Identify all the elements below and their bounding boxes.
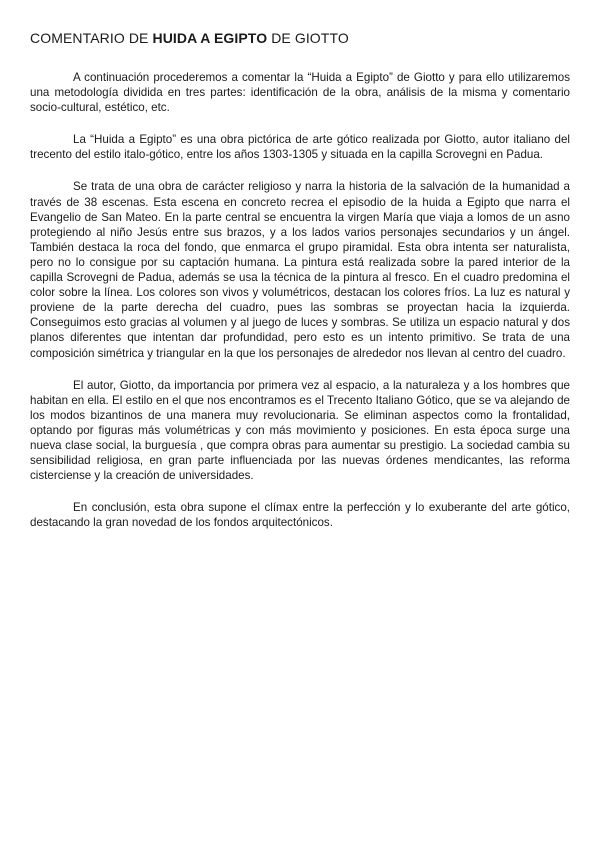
title-prefix: COMENTARIO DE [30,30,153,46]
paragraph-conclusion: En conclusión, esta obra supone el clímax entre la perfección y lo exuberante del arte gótico, destacando la gran novedad de los fondos arquitectónicos. [30,501,570,530]
page-title [30,30,349,46]
paragraph-context: El autor, Giotto, da importancia por primera vez al espacio, a la naturaleza y a los hombres que habitan en ella. El estilo en el que nos encontramos es el Trecento Italiano Gótico, que se va alejando de los modos bizantinos de una manera muy revolucionaria. Se eliminan aspectos como la frontalidad, optando por figuras más volumétricas y con más movimiento y posiciones. En esta época surge una nueva clase social, la burguesía , que compra obras para aumentar su prestigio. La sociedad cambia su sensibilidad religiosa, en gran parte influenciada por las nuevas órdenes mendicantes, las reforma cisterciense y la creación de universidades. [30,378,570,483]
title-artwork-name: HUIDA A EGIPTO [152,30,268,46]
paragraph-identification: La “Huida a Egipto” es una obra pictórica de arte gótico realizada por Giotto, autor italiano del trecento del estilo italo-gótico, entre los años 1303-1305 y situada en la capilla Scrovegni en Padua. [30,133,570,162]
paragraph-introduction: A continuación procederemos a comentar la “Huida a Egipto” de Giotto y para ello utilizaremos una metodología dividida en tres partes: identificación de la obra, análisis de la misma y comentario socio-cultural, estético, etc. [30,71,570,115]
paragraph-analysis: Se trata de una obra de carácter religioso y narra la historia de la salvación de la humanidad a través de 38 escenas. Esta escena en concreto recrea el episodio de la huida a Egipto que narra el Evangelio de San Mateo. En la parte central se encuentra la virgen María que viaja a lomos de un asno protegiendo al niño Jesús entre sus brazos, y a los lados varios personajes secundarios y un ángel. También destaca la roca del fondo, que enmarca el grupo piramidal. Esta obra intenta ser naturalista, pero no lo consigue por su captación humana. La pintura está realizada sobre la pared interior de la capilla Scrovegni de Padua, además se usa la técnica de la pintura al fresco. En el cuadro predomina el color sobre la línea. Los colores son vivos y volumétricos, destacan los colores fríos. La luz es natural y proviene de la parte derecha del cuadro, pues las sombras se proyectan hacia la izquierda. Conseguimos esto gracias al volumen y al juego de luces y sombras. Se utiliza un espacio natural y dos planos diferentes que intentan dar profundidad, pero esto es un intento primitivo. Se trata de una composición simétrica y triangular en la que los personajes de alrededor nos llevan al centro del cuadro. [30,180,570,360]
document-body [30,70,570,547]
title-suffix: DE GIOTTO [267,30,349,46]
